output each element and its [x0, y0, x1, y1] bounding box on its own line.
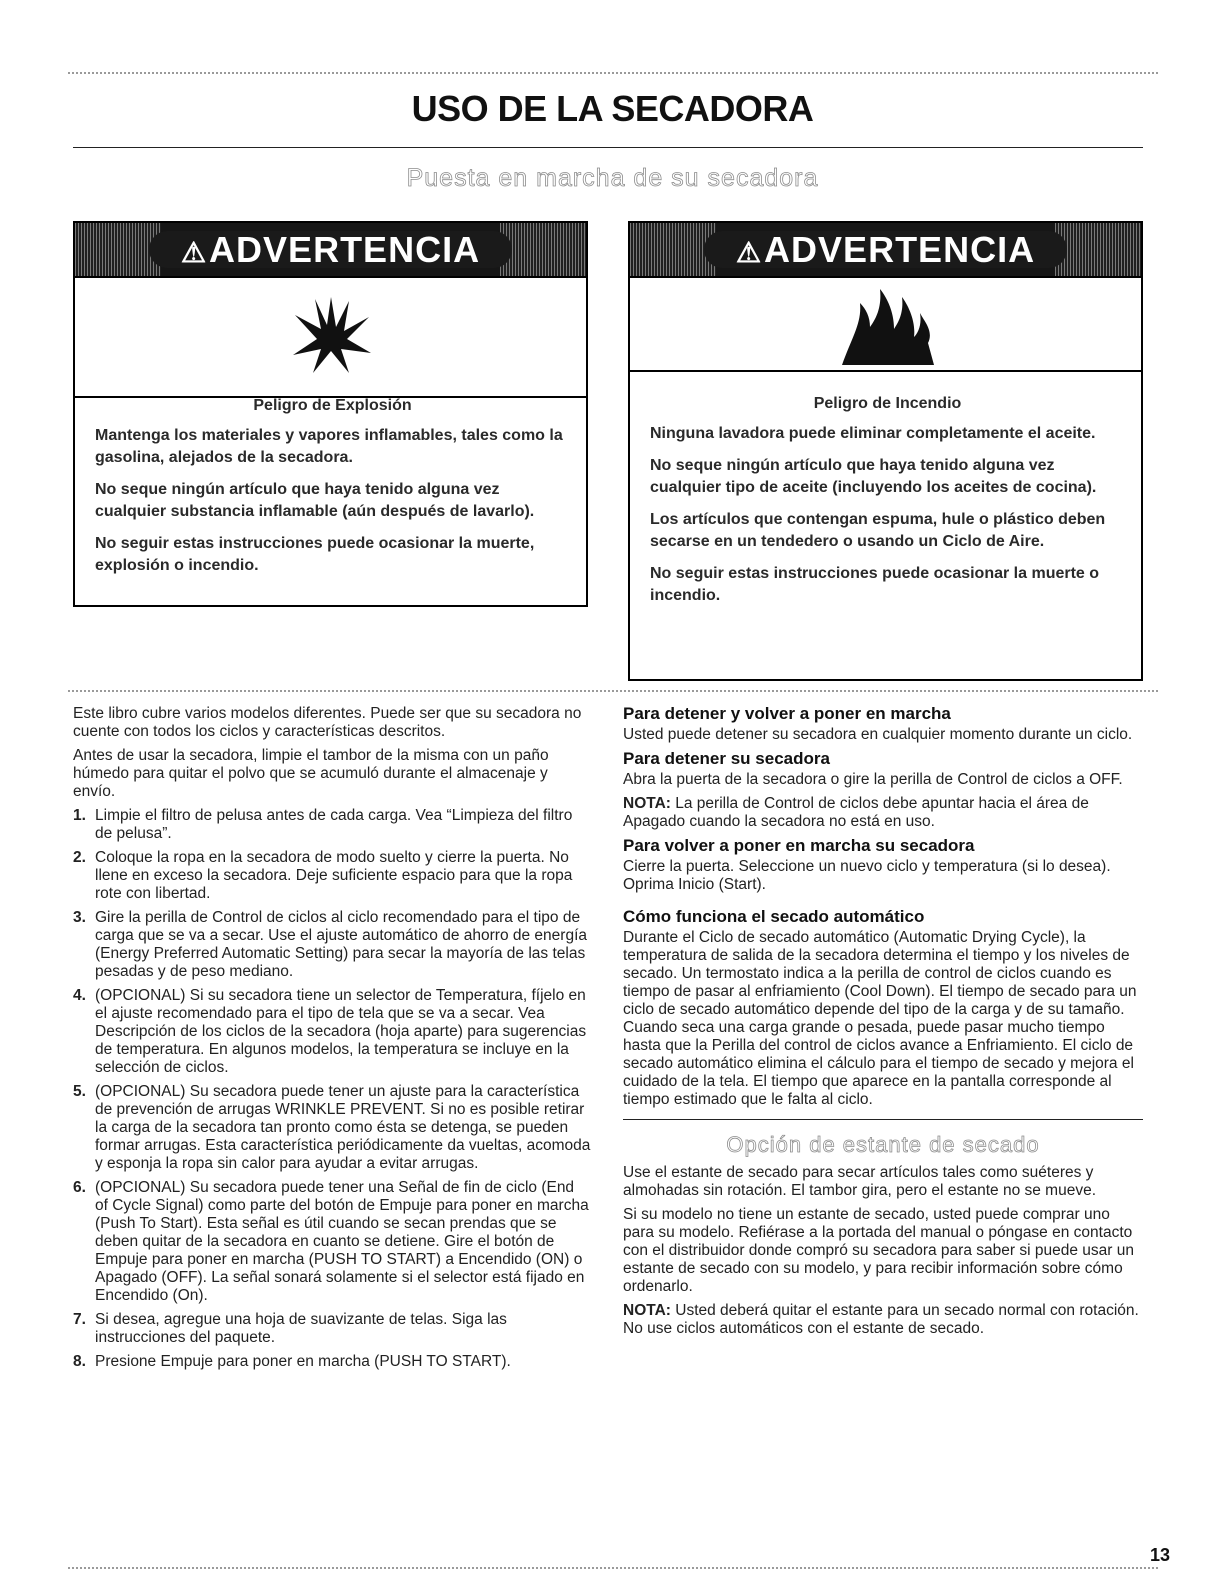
list-item: 7. Si desea, agregue una hoja de suavizante de telas. Siga las instrucciones del paquete.: [73, 1311, 507, 1346]
mid-dotted-border: [68, 690, 1158, 692]
stop-restart-heading: Para detener y volver a poner en marcha: [623, 704, 951, 723]
warning-label: ⚠ADVERTENCIA: [149, 231, 512, 268]
warning-triangle-icon: ⚠: [735, 237, 763, 268]
stop-note: NOTA: La perilla de Control de ciclos debe apuntar hacia el área de Apagado cuando la secadora no está en uso.: [623, 795, 1089, 830]
warning-header: [630, 223, 1141, 278]
warning-paragraph: No seguir estas instrucciones puede ocasionar la muerte o incendio.: [650, 565, 1100, 604]
page-number: 13: [1149, 1545, 1170, 1565]
warning-header: [75, 223, 586, 278]
warning-box-explosion: [73, 221, 588, 607]
drying-rack-title: Opción de estante de secado: [726, 1132, 1040, 1157]
list-item: 4. (OPCIONAL) Si su secadora tiene un selector de Temperatura, fíjelo en el ajuste recomendado para el tipo de tela que se va a secar. Vea Descripción de los ciclos de la secadora (hoja aparte) para sugerencias de temperatura. En algunos modelos, la temperatura se incluye en la selección de ciclos.: [73, 987, 587, 1076]
warning-label: ⚠ADVERTENCIA: [704, 231, 1067, 268]
list-item: 2. Coloque la ropa en la secadora de modo suelto y cierre la puerta. No llene en exceso la secadora. Deje suficiente espacio para que la ropa rote con libertad.: [73, 849, 573, 902]
page-title: USO DE LA SECADORA: [411, 88, 814, 129]
restart-heading: Para volver a poner en marcha su secadora: [623, 836, 975, 855]
left-column: [73, 705, 591, 1377]
right-column: [623, 705, 1143, 1344]
warning-paragraph: Mantenga los materiales y vapores inflamables, tales como la gasolina, alejados de la secadora.: [95, 427, 563, 466]
section-title: Puesta en marcha de su secadora: [406, 164, 819, 192]
hazard-title: Peligro de Explosión: [253, 397, 412, 414]
list-item: 3. Gire la perilla de Control de ciclos al ciclo recomendado para el tipo de carga que se va a secar. Use el ajuste automático de ahorro de energía (Energy Preferred Automatic Setting) para secar la mayoría de las telas pesadas y de peso mediano.: [73, 909, 587, 980]
warning-paragraph: Los artículos que contengan espuma, hule o plástico deben secarse en un tendedero o usando un Ciclo de Aire.: [650, 511, 1106, 550]
auto-drying-heading: Cómo funciona el secado automático: [623, 907, 925, 926]
top-dotted-border: [68, 72, 1158, 74]
stop-heading: Para detener su secadora: [623, 749, 830, 768]
warning-triangle-icon: ⚠: [180, 237, 208, 268]
warning-paragraph: No seque ningún artículo que haya tenido alguna vez cualquier tipo de aceite (incluyendo los aceites de cocina).: [650, 457, 1097, 496]
warning-paragraph: Ninguna lavadora puede eliminar completamente el aceite.: [650, 425, 1096, 442]
stop-text: Abra la puerta de la secadora o gire la perilla de Control de ciclos a OFF.: [623, 771, 1123, 788]
steps-list: [73, 807, 591, 1371]
list-item: 1. Limpie el filtro de pelusa antes de cada carga. Vea “Limpieza del filtro de pelusa”.: [73, 807, 573, 842]
auto-drying-text: Durante el Ciclo de secado automático (Automatic Drying Cycle), la temperatura de salida de la secadora determina el tiempo y los niveles de secado. Un termostato indica a la perilla de control de ciclos cuando es tiempo de pasar al enfriamiento (Cool Down). El tiempo de secado para un ciclo de secado automático depende del tipo de la carga y de su tamaño. Cuando seca una carga grande o pesada, puede pasar mucho tiempo hasta que la Perilla del control de ciclos avance a Enfriamiento. El ciclo de secado automático elimina el cálculo para el tiempo de secado y mejora el cuidado de la tela. El tiempo que aparece en la pantalla corresponde al tiempo estimado que le falta al ciclo.: [623, 929, 1137, 1108]
restart-text: Cierre la puerta. Seleccione un nuevo ciclo y temperatura (si lo desea). Oprima Inicio (Start).: [623, 858, 1111, 893]
intro-paragraph: Este libro cubre varios modelos diferentes. Puede ser que su secadora no cuente con todos los ciclos y características descritos.: [73, 705, 582, 740]
list-item: 5. (OPCIONAL) Su secadora puede tener un ajuste para la característica de prevención de arrugas WRINKLE PREVENT. Si no es posible retirar la carga de la secadora tan pronto como ésta se detenga, se pueden formar arrugas. Esta característica periódicamente da vueltas, acomoda y esponja la ropa sin calor para ayudar a evitar arrugas.: [73, 1083, 591, 1172]
list-item: 8. Presione Empuje para poner en marcha (PUSH TO START).: [73, 1353, 511, 1370]
rack-note: NOTA: Usted deberá quitar el estante para un secado normal con rotación. No use ciclos automáticos con el estante de secado.: [623, 1302, 1139, 1337]
warning-paragraph: No seque ningún artículo que haya tenido alguna vez cualquier substancia inflamable (aún después de lavarlo).: [95, 481, 535, 520]
section-rule: [623, 1119, 1143, 1120]
rack-paragraph: Si su modelo no tiene un estante de secado, usted puede comprar uno para su modelo. Refiérase a la portada del manual o póngase en contacto con el distribuidor donde compró su secadora para saber si puede usar un estante de secado con su modelo, y para recibir información sobre cómo ordenarlo.: [623, 1206, 1134, 1295]
intro-paragraph: Antes de usar la secadora, limpie el tambor de la misma con un paño húmedo para quitar el polvo que se acumuló durante el almacenaje y envío.: [73, 747, 549, 800]
rack-paragraph: Use el estante de secado para secar artículos tales como suéteres y almohadas sin rotación. El tambor gira, pero el estante no se mueve.: [623, 1164, 1097, 1199]
title-rule: [73, 147, 1143, 148]
stop-restart-text: Usted puede detener su secadora en cualquier momento durante un ciclo.: [623, 726, 1133, 743]
fire-icon: [836, 283, 936, 367]
list-item: 6. (OPCIONAL) Su secadora puede tener una Señal de fin de ciclo (End of Cycle Signal) como parte del botón de Empuje para poner en marcha (Push To Start). Esta señal es útil cuando se secan prendas que se deben quitar de la secadora en cuanto se detiene. Gire el botón de Empuje para poner en marcha (PUSH TO START) a Encendido (ON) o Apagado (OFF). La señal sonará solamente si el selector está fijado en Encendido (On).: [73, 1179, 589, 1304]
explosion-icon: [289, 293, 373, 377]
hazard-title: Peligro de Incendio: [813, 395, 962, 412]
bottom-dotted-border: [68, 1567, 1158, 1569]
warning-paragraph: No seguir estas instrucciones puede ocasionar la muerte, explosión o incendio.: [95, 535, 535, 574]
warning-box-fire: [628, 221, 1143, 681]
